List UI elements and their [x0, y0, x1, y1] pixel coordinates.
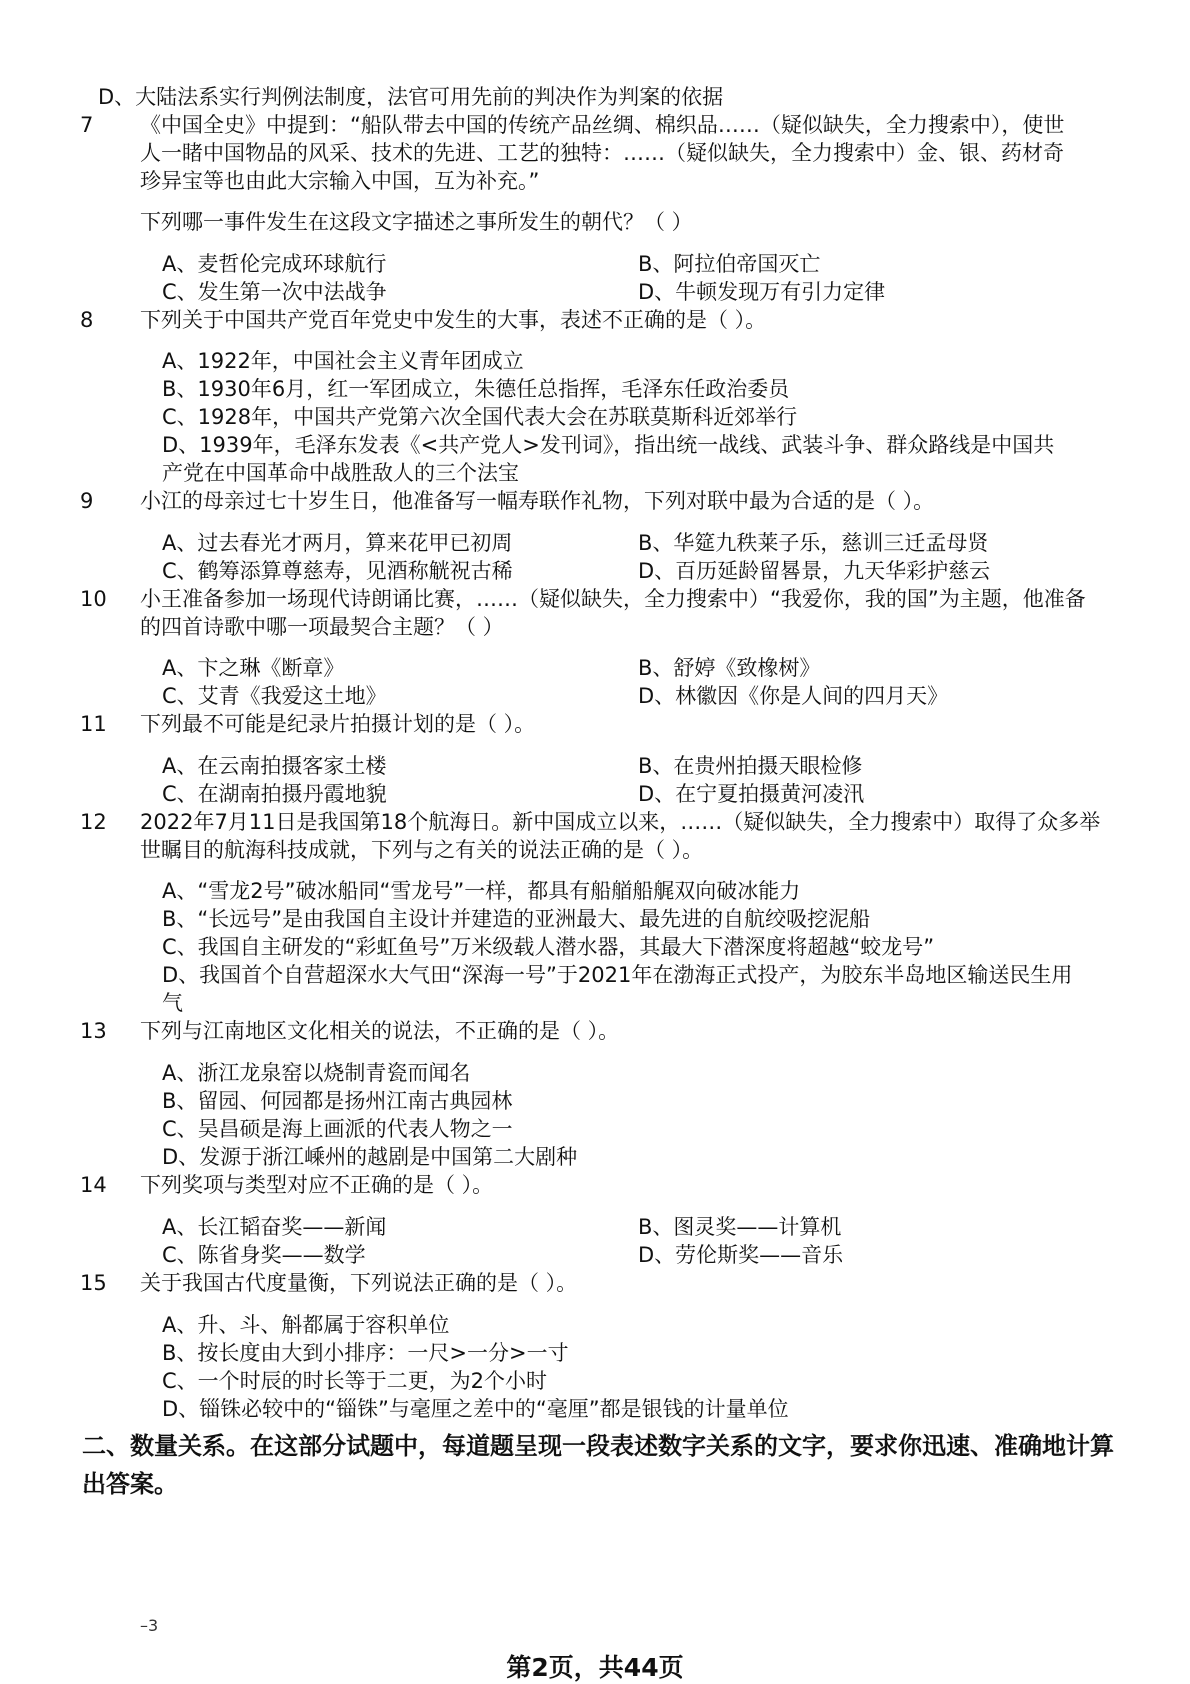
- question-stem-line: 下列奖项与类型对应不正确的是（ ）。: [140, 1173, 494, 1197]
- option-b: B、舒婷《致橡树》: [638, 656, 821, 680]
- question-number: 12: [80, 810, 107, 834]
- prev-question-option-d: D、大陆法系实行判例法制度，法官可用先前的判决作为判案的依据: [98, 85, 724, 109]
- option-c: C、鹤筹添算尊慈寿，见酒称觥祝古稀: [162, 559, 513, 583]
- option-c: C、陈省身奖——数学: [162, 1243, 366, 1267]
- question-stem-line: 下列与江南地区文化相关的说法，不正确的是（ ）。: [140, 1019, 620, 1043]
- question-number: 11: [80, 712, 107, 736]
- option-c: C、我国自主研发的“彩虹鱼号”万米级载人潜水器，其最大下潜深度将超越“蛟龙号”: [162, 935, 935, 959]
- option-b: B、在贵州拍摄天眼检修: [638, 754, 863, 778]
- question-number: 8: [80, 308, 94, 332]
- question-number: 15: [80, 1271, 107, 1295]
- option-b: B、1930年6月，红一军团成立，朱德任总指挥，毛泽东任政治委员: [162, 377, 790, 401]
- option-d: D、1939年，毛泽东发表《<共产党人>发刊词》，指出统一战线、武装斗争、群众路线是中国共: [162, 433, 1055, 457]
- option-a: A、“雪龙2号”破冰船同“雪龙号”一样，都具有船艏船艉双向破冰能力: [162, 879, 801, 903]
- option-c: C、一个时辰的时长等于二更，为2个小时: [162, 1369, 548, 1393]
- option-d: D、在宁夏拍摄黄河凌汛: [638, 782, 865, 806]
- question-number: 10: [80, 587, 107, 611]
- option-d: D、我国首个自营超深水大气田“深海一号”于2021年在渤海正式投产，为胶东半岛地区输送民生用: [162, 963, 1073, 987]
- option-a: A、过去春光才两月，算来花甲已初周: [162, 531, 513, 555]
- option-b: B、图灵奖——计算机: [638, 1215, 842, 1239]
- question-stem-line: 世瞩目的航海科技成就，下列与之有关的说法正确的是（ ）。: [140, 838, 704, 862]
- question-number: 14: [80, 1173, 107, 1197]
- option-d: D、牛顿发现万有引力定律: [638, 280, 886, 304]
- question-stem-line: 关于我国古代度量衡，下列说法正确的是（ ）。: [140, 1271, 578, 1295]
- option-b: B、“长远号”是由我国自主设计并建造的亚洲最大、最先进的自航绞吸挖泥船: [162, 907, 871, 931]
- question-stem-line: 下列最不可能是纪录片拍摄计划的是（ ）。: [140, 712, 536, 736]
- question-stem-line: 珍异宝等也由此大宗输入中国，互为补充。”: [140, 169, 540, 193]
- option-d: D、锱铢必较中的“锱铢”与毫厘之差中的“毫厘”都是银钱的计量单位: [162, 1397, 789, 1421]
- option-a: A、长江韬奋奖——新闻: [162, 1215, 387, 1239]
- question-stem-line: 人一睹中国物品的风采、技术的先进、工艺的独特：……（疑似缺失，全力搜索中）金、银、药材奇: [140, 141, 1064, 165]
- question-number: 13: [80, 1019, 107, 1043]
- option-d: D、林徽因《你是人间的四月天》: [638, 684, 949, 708]
- option-c: C、吴昌硕是海上画派的代表人物之一: [162, 1117, 513, 1141]
- question-number: 7: [80, 113, 94, 137]
- page-footer: 第2页，共44页: [506, 1653, 684, 1682]
- option-a: A、卞之琳《断章》: [162, 656, 345, 680]
- question-stem-line: 的四首诗歌中哪一项最契合主题？（ ）: [140, 615, 504, 639]
- option-d: D、劳伦斯奖——音乐: [638, 1243, 844, 1267]
- option-c: C、在湖南拍摄丹霞地貌: [162, 782, 387, 806]
- section-heading-continued: 出答案。: [82, 1470, 178, 1498]
- option-c: C、发生第一次中法战争: [162, 280, 387, 304]
- option-d: D、百历延龄留晷景，九天华彩护慈云: [638, 559, 991, 583]
- question-stem-line: 小王准备参加一场现代诗朗诵比赛，……（疑似缺失，全力搜索中）“我爱你，我的国”为主题，他准备: [140, 587, 1086, 611]
- question-stem-line: 小江的母亲过七十岁生日，他准备写一幅寿联作礼物，下列对联中最为合适的是（ ）。: [140, 489, 935, 513]
- section-heading: 二、数量关系。在这部分试题中，每道题呈现一段表述数字关系的文字，要求你迅速、准确地计算: [82, 1432, 1114, 1460]
- option-b: B、留园、何园都是扬州江南古典园林: [162, 1089, 513, 1113]
- option-d: D、发源于浙江嵊州的越剧是中国第二大剧种: [162, 1145, 578, 1169]
- option-b: B、阿拉伯帝国灭亡: [638, 252, 821, 276]
- option-c: C、艾青《我爱这土地》: [162, 684, 387, 708]
- option-a: A、1922年，中国社会主义青年团成立: [162, 349, 524, 373]
- option-a: A、浙江龙泉窑以烧制青瓷而闻名: [162, 1061, 471, 1085]
- option-a: A、麦哲伦完成环球航行: [162, 252, 387, 276]
- option-d-continued: 气: [162, 991, 183, 1015]
- question-prompt: 下列哪一事件发生在这段文字描述之事所发生的朝代？（ ）: [140, 210, 693, 234]
- option-a: A、升、斗、斛都属于容积单位: [162, 1313, 450, 1337]
- option-d-continued: 产党在中国革命中战胜敌人的三个法宝: [162, 461, 519, 485]
- page-mark: –3: [140, 1616, 159, 1635]
- question-stem-line: 2022年7月11日是我国第18个航海日。新中国成立以来，……（疑似缺失，全力搜索中）取得了众多举: [140, 810, 1101, 834]
- question-stem-line: 下列关于中国共产党百年党史中发生的大事，表述不正确的是（ ）。: [140, 308, 767, 332]
- question-stem-line: 《中国全史》中提到：“船队带去中国的传统产品丝绸、棉织品……（疑似缺失，全力搜索中），使世: [140, 113, 1065, 137]
- option-b: B、华筵九秩莱子乐，慈训三迁孟母贤: [638, 531, 989, 555]
- option-b: B、按长度由大到小排序：一尺>一分>一寸: [162, 1341, 569, 1365]
- option-a: A、在云南拍摄客家土楼: [162, 754, 387, 778]
- question-number: 9: [80, 489, 94, 513]
- option-c: C、1928年，中国共产党第六次全国代表大会在苏联莫斯科近郊举行: [162, 405, 798, 429]
